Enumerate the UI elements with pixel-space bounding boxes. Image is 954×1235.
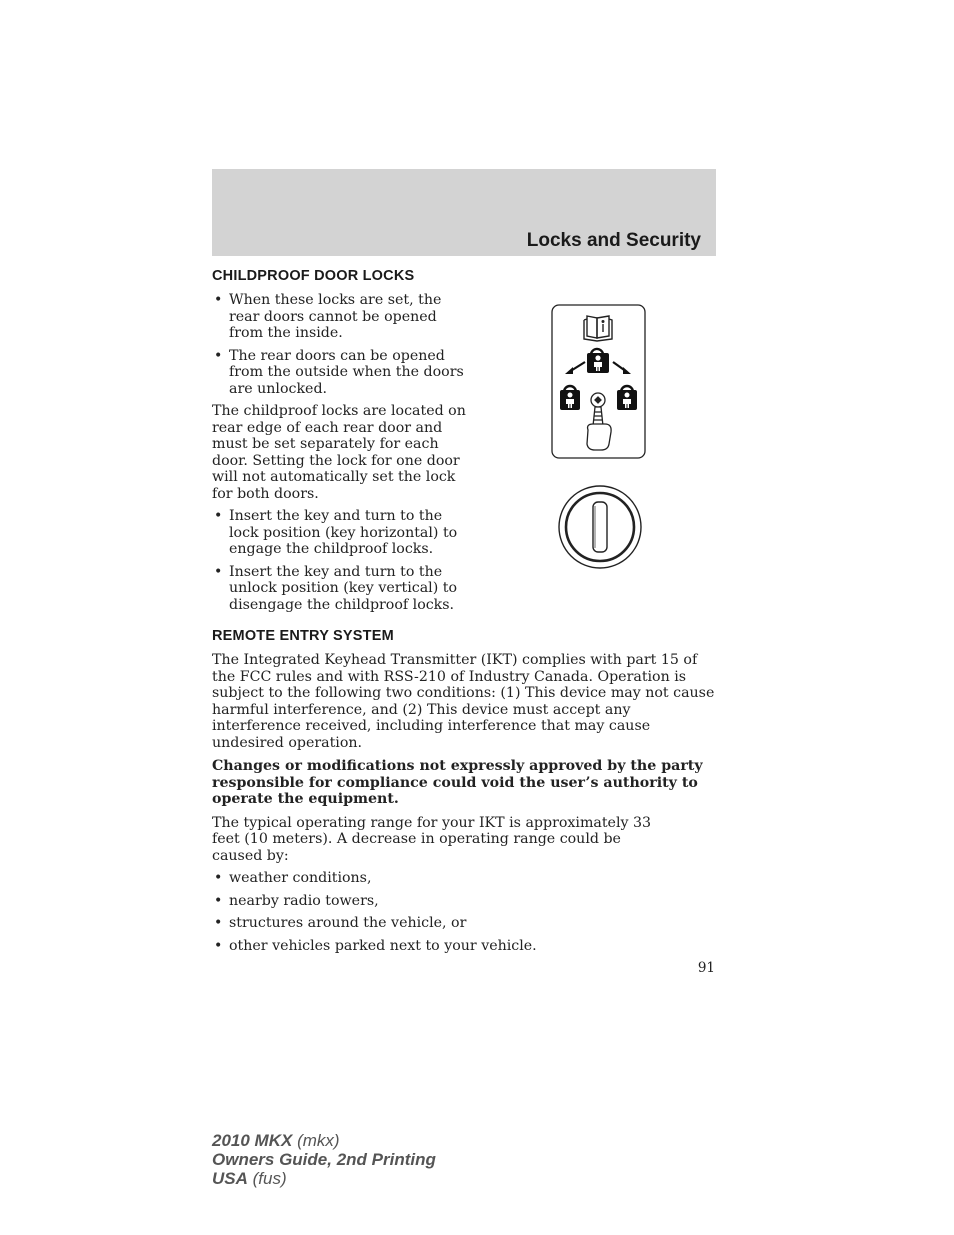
bullet-icon: •: [214, 347, 223, 364]
list-item: • When these locks are set, the rear doors cannot be opened from the inside.: [214, 292, 442, 341]
warning-paragraph: Changes or modifications not expressly approved by the party responsible for compliance could void the user’s authority to operate the equipment.: [212, 758, 703, 807]
range-factors-list: [212, 870, 716, 954]
footer: [212, 1131, 436, 1188]
bullet-icon: •: [214, 292, 223, 308]
section-title: Locks and Security: [526, 230, 701, 251]
childproof-bullets-top: [212, 292, 474, 397]
list-item: • Insert the key and turn to the lock position (key horizontal) to engage the childproof locks.: [214, 508, 458, 557]
childproof-heading: CHILDPROOF DOOR LOCKS: [212, 268, 415, 284]
list-item: • nearby radio towers,: [214, 892, 379, 909]
bullet-icon: •: [214, 508, 223, 524]
remote-entry-section: [212, 652, 716, 960]
bullet-icon: •: [214, 937, 223, 954]
childproof-bullets-bottom: [212, 508, 474, 613]
list-item: • weather conditions,: [214, 870, 372, 886]
bullet-icon: •: [214, 563, 223, 580]
remote-entry-heading: REMOTE ENTRY SYSTEM: [212, 628, 394, 644]
footer-market-line: USA (fus): [212, 1169, 287, 1188]
page-number: 91: [697, 960, 715, 976]
list-item: • other vehicles parked next to your vehicle.: [214, 937, 537, 954]
footer-guide-line: Owners Guide, 2nd Printing: [212, 1150, 436, 1169]
remote-entry-paragraph: The Integrated Keyhead Transmitter (IKT) complies with part 15 of the FCC rules and with RSS-210 of Industry Canada. Operation is subject to the following two conditions: (1) This device may not cause harmful interference, and (2) This device must accept any interference received, including interference that may cause undesired operation.: [212, 652, 715, 751]
childproof-column: [212, 292, 474, 619]
lock-cylinder-icon: [557, 484, 643, 570]
list-item: • The rear doors can be opened from the outside when the doors are unlocked.: [214, 347, 464, 397]
bullet-icon: •: [214, 915, 223, 931]
range-paragraph: The typical operating range for your IKT is approximately 33 feet (10 meters). A decrease in operating range could be caused by:: [212, 814, 652, 864]
bullet-icon: •: [214, 892, 223, 909]
childproof-lock-label-icon: [551, 304, 647, 460]
list-item: • structures around the vehicle, or: [214, 915, 467, 931]
list-item: • Insert the key and turn to the unlock position (key vertical) to disengage the childproof locks.: [214, 563, 457, 613]
section-header-band: [212, 169, 716, 256]
childproof-paragraph: The childproof locks are located on rear edge of each rear door and must be set separately for each door. Setting the lock for one door will not automatically set the lock for both doors.: [212, 403, 466, 502]
footer-model-line: 2010 MKX (mkx): [212, 1131, 340, 1150]
bullet-icon: •: [214, 870, 223, 886]
